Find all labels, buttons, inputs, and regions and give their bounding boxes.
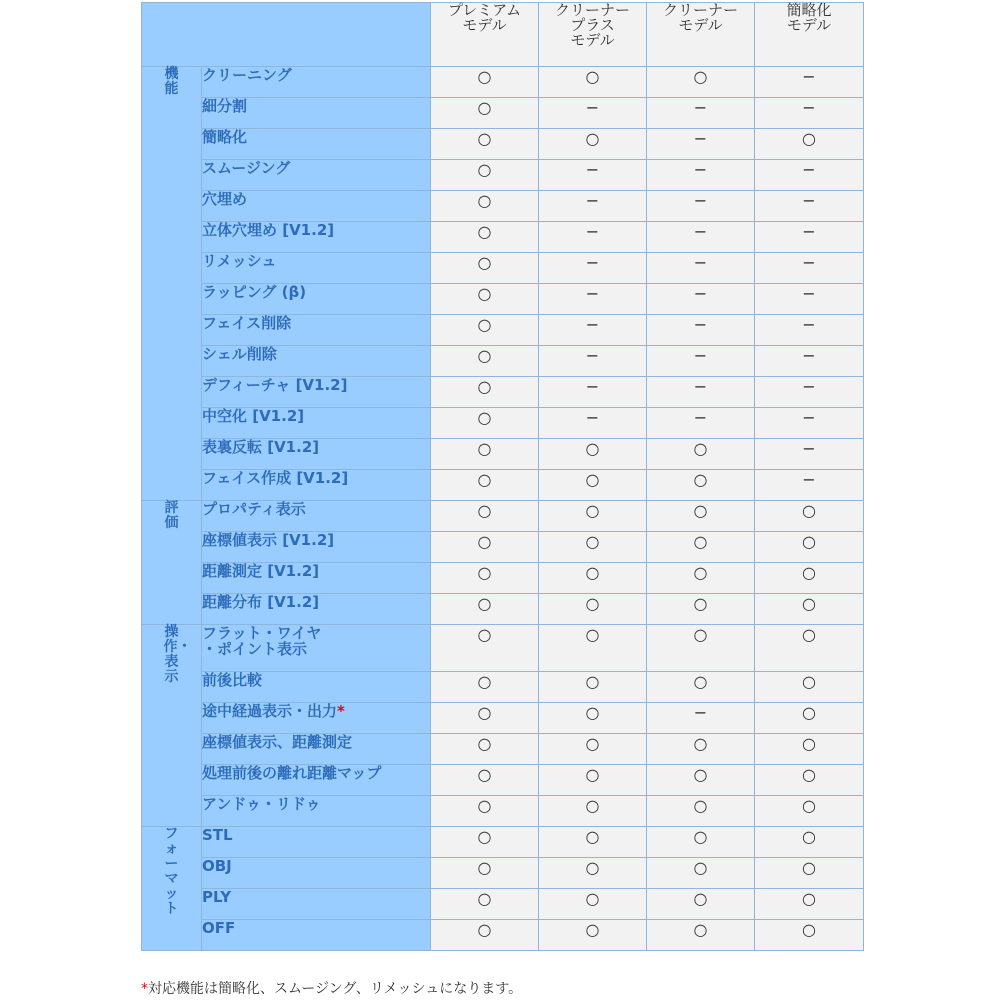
table-row: [142, 129, 864, 160]
table-row: [142, 734, 864, 765]
feature-cell: [202, 346, 431, 377]
feature-label: リメッシュ: [202, 252, 277, 270]
support-value-cell: ○: [647, 796, 755, 827]
support-value-cell: ○: [431, 439, 539, 470]
support-value-cell: −: [755, 98, 864, 129]
feature-label: PLY: [202, 888, 232, 906]
support-value-cell: −: [647, 315, 755, 346]
support-value-cell: ○: [431, 284, 539, 315]
support-value-cell: ○: [755, 765, 864, 796]
support-value-cell: −: [539, 284, 647, 315]
feature-cell: [202, 470, 431, 501]
model-header-cleaner-plus: クリーナー プラス モデル: [539, 3, 647, 67]
support-value-cell: ○: [431, 920, 539, 951]
feature-cell: [202, 920, 431, 951]
feature-cell: [202, 625, 431, 672]
support-value-cell: ○: [431, 191, 539, 222]
support-value-cell: −: [647, 377, 755, 408]
support-value-cell: −: [647, 284, 755, 315]
support-value-cell: ○: [431, 346, 539, 377]
support-value-cell: −: [755, 160, 864, 191]
feature-cell: [202, 439, 431, 470]
feature-label: デフィーチャ [V1.2]: [202, 376, 348, 394]
support-value-cell: ○: [539, 470, 647, 501]
table-row: [142, 222, 864, 253]
support-value-cell: ○: [431, 734, 539, 765]
header-row: [142, 3, 864, 67]
support-value-cell: −: [647, 346, 755, 377]
support-value-cell: ○: [647, 563, 755, 594]
support-value-cell: ○: [647, 765, 755, 796]
support-value-cell: ○: [755, 796, 864, 827]
feature-cell: [202, 703, 431, 734]
support-value-cell: ○: [539, 439, 647, 470]
feature-cell: [202, 284, 431, 315]
feature-cell: [202, 253, 431, 284]
feature-cell: [202, 765, 431, 796]
feature-cell: [202, 858, 431, 889]
support-value-cell: ○: [431, 765, 539, 796]
support-value-cell: ○: [755, 625, 864, 672]
support-value-cell: ○: [755, 129, 864, 160]
support-value-cell: ○: [539, 796, 647, 827]
support-value-cell: ○: [431, 501, 539, 532]
feature-label: 座標値表示 [V1.2]: [202, 531, 335, 549]
support-value-cell: ○: [755, 920, 864, 951]
model-header-cleaner: クリーナー モデル: [647, 3, 755, 67]
feature-cell: [202, 532, 431, 563]
support-value-cell: ○: [647, 439, 755, 470]
feature-label: 処理前後の離れ距離マップ: [202, 764, 382, 782]
feature-label: 座標値表示、距離測定: [202, 733, 353, 751]
support-value-cell: ○: [539, 672, 647, 703]
table-row: [142, 346, 864, 377]
feature-cell: [202, 734, 431, 765]
category-evaluation: [142, 501, 202, 625]
feature-cell: [202, 827, 431, 858]
support-value-cell: ○: [647, 594, 755, 625]
feature-cell: [202, 315, 431, 346]
feature-label: 途中経過表示・出力: [202, 702, 338, 720]
support-value-cell: ○: [431, 129, 539, 160]
support-value-cell: ○: [539, 563, 647, 594]
support-value-cell: ○: [431, 796, 539, 827]
support-value-cell: ○: [539, 594, 647, 625]
support-value-cell: ○: [431, 889, 539, 920]
feature-cell: [202, 98, 431, 129]
support-value-cell: ○: [539, 703, 647, 734]
feature-label: 立体穴埋め [V1.2]: [202, 221, 335, 239]
support-value-cell: −: [647, 98, 755, 129]
support-value-cell: ○: [539, 858, 647, 889]
category-function: [142, 67, 202, 501]
support-value-cell: ○: [647, 858, 755, 889]
support-value-cell: ○: [539, 532, 647, 563]
support-value-cell: −: [647, 129, 755, 160]
feature-cell: [202, 160, 431, 191]
model-header-simplified: 簡略化 モデル: [755, 3, 864, 67]
support-value-cell: ○: [647, 920, 755, 951]
feature-label: 穴埋め: [202, 190, 248, 208]
support-value-cell: ○: [431, 253, 539, 284]
support-value-cell: −: [755, 439, 864, 470]
support-value-cell: ○: [431, 532, 539, 563]
header-corner-cell: [142, 3, 431, 67]
support-value-cell: ○: [539, 129, 647, 160]
feature-label: 中空化 [V1.2]: [202, 407, 305, 425]
support-value-cell: −: [539, 346, 647, 377]
support-value-cell: ○: [539, 765, 647, 796]
support-value-cell: ○: [755, 501, 864, 532]
feature-label: OFF: [202, 919, 236, 937]
support-value-cell: −: [539, 315, 647, 346]
feature-label: 距離分布 [V1.2]: [202, 593, 320, 611]
feature-cell: [202, 672, 431, 703]
table-row: [142, 408, 864, 439]
support-value-cell: ○: [431, 625, 539, 672]
feature-label: フェイス作成 [V1.2]: [202, 469, 349, 487]
feature-cell: [202, 408, 431, 439]
support-value-cell: ○: [755, 827, 864, 858]
feature-label: スムージング: [202, 159, 291, 177]
support-value-cell: ○: [539, 67, 647, 98]
support-value-cell: −: [539, 98, 647, 129]
support-value-cell: −: [647, 703, 755, 734]
support-value-cell: ○: [431, 703, 539, 734]
support-value-cell: −: [755, 222, 864, 253]
table-row: [142, 625, 864, 672]
category-label: 操作・表示: [163, 624, 192, 685]
support-value-cell: ○: [539, 827, 647, 858]
model-header-premium: プレミアム モデル: [431, 3, 539, 67]
support-value-cell: −: [755, 191, 864, 222]
feature-cell: [202, 796, 431, 827]
category-format: [142, 827, 202, 951]
support-value-cell: −: [647, 160, 755, 191]
support-value-cell: −: [647, 408, 755, 439]
support-value-cell: −: [539, 191, 647, 222]
category-label: 機能: [164, 66, 179, 97]
feature-label: ラッピング (β): [202, 283, 307, 301]
feature-cell: [202, 222, 431, 253]
footnote-asterisk: *: [141, 981, 148, 997]
support-value-cell: ○: [431, 594, 539, 625]
footnote-reference-asterisk: *: [337, 702, 345, 720]
table-row: [142, 67, 864, 98]
support-value-cell: −: [755, 346, 864, 377]
support-value-cell: ○: [431, 222, 539, 253]
support-value-cell: ○: [755, 563, 864, 594]
table-row: [142, 439, 864, 470]
support-value-cell: ○: [647, 501, 755, 532]
support-value-cell: ○: [755, 532, 864, 563]
footnote-text: 対応機能は簡略化、スムージング、リメッシュになります。: [148, 981, 523, 997]
support-value-cell: ○: [431, 563, 539, 594]
feature-label: STL: [202, 826, 233, 844]
support-value-cell: −: [539, 253, 647, 284]
support-value-cell: −: [539, 222, 647, 253]
support-value-cell: ○: [647, 889, 755, 920]
table-row: [142, 501, 864, 532]
support-value-cell: ○: [647, 734, 755, 765]
feature-label: プロパティ表示: [202, 500, 306, 518]
support-value-cell: ○: [647, 67, 755, 98]
feature-cell: [202, 377, 431, 408]
support-value-cell: −: [647, 191, 755, 222]
support-value-cell: ○: [431, 315, 539, 346]
feature-label: フェイス削除: [202, 314, 292, 332]
feature-label: 表裏反転 [V1.2]: [202, 438, 320, 456]
table-row: [142, 672, 864, 703]
support-value-cell: ○: [431, 377, 539, 408]
support-value-cell: ○: [755, 703, 864, 734]
category-label: フォーマット: [164, 826, 179, 917]
table-row: [142, 594, 864, 625]
table-row: [142, 796, 864, 827]
feature-label: 簡略化: [202, 128, 248, 146]
feature-comparison-table: [141, 2, 864, 951]
table-row: [142, 470, 864, 501]
support-value-cell: ○: [539, 625, 647, 672]
support-value-cell: −: [539, 377, 647, 408]
support-value-cell: −: [647, 253, 755, 284]
support-value-cell: ○: [647, 470, 755, 501]
support-value-cell: −: [755, 67, 864, 98]
feature-label: 細分割: [202, 97, 248, 115]
support-value-cell: ○: [431, 827, 539, 858]
feature-cell: [202, 501, 431, 532]
support-value-cell: ○: [431, 160, 539, 191]
table-row: [142, 889, 864, 920]
footnote: [141, 978, 522, 998]
table-row: [142, 253, 864, 284]
support-value-cell: ○: [539, 734, 647, 765]
support-value-cell: ○: [755, 858, 864, 889]
feature-label: クリーニング: [202, 66, 292, 84]
feature-cell: [202, 563, 431, 594]
feature-cell: [202, 191, 431, 222]
support-value-cell: ○: [647, 672, 755, 703]
category-operation-display: [142, 625, 202, 827]
table-row: [142, 920, 864, 951]
support-value-cell: −: [755, 470, 864, 501]
support-value-cell: −: [539, 160, 647, 191]
table-row: [142, 377, 864, 408]
table-row: [142, 98, 864, 129]
support-value-cell: ○: [431, 98, 539, 129]
table-row: [142, 532, 864, 563]
support-value-cell: −: [755, 408, 864, 439]
feature-label: OBJ: [202, 857, 232, 875]
category-label: 評価: [164, 500, 179, 531]
table-row: [142, 563, 864, 594]
table-row: [142, 284, 864, 315]
support-value-cell: −: [755, 253, 864, 284]
table-row: [142, 827, 864, 858]
feature-cell: [202, 67, 431, 98]
table-row: [142, 703, 864, 734]
support-value-cell: ○: [431, 470, 539, 501]
support-value-cell: ○: [431, 672, 539, 703]
feature-label: アンドゥ・リドゥ: [202, 795, 321, 813]
support-value-cell: ○: [539, 920, 647, 951]
table-row: [142, 858, 864, 889]
support-value-cell: ○: [647, 532, 755, 563]
feature-cell: [202, 129, 431, 160]
table-body: [142, 67, 864, 951]
support-value-cell: ○: [539, 501, 647, 532]
table-row: [142, 191, 864, 222]
support-value-cell: ○: [755, 594, 864, 625]
feature-label: 距離測定 [V1.2]: [202, 562, 320, 580]
feature-cell: [202, 594, 431, 625]
support-value-cell: ○: [755, 734, 864, 765]
support-value-cell: −: [755, 284, 864, 315]
table-row: [142, 160, 864, 191]
support-value-cell: ○: [647, 827, 755, 858]
support-value-cell: ○: [755, 672, 864, 703]
support-value-cell: ○: [755, 889, 864, 920]
support-value-cell: ○: [431, 408, 539, 439]
feature-cell: [202, 889, 431, 920]
support-value-cell: ○: [647, 625, 755, 672]
table-row: [142, 315, 864, 346]
support-value-cell: ○: [539, 889, 647, 920]
support-value-cell: −: [755, 377, 864, 408]
support-value-cell: ○: [431, 67, 539, 98]
support-value-cell: ○: [431, 858, 539, 889]
feature-label: フラット・ワイヤ ・ポイント表示: [202, 624, 322, 658]
feature-label: 前後比較: [202, 671, 263, 689]
table-row: [142, 765, 864, 796]
support-value-cell: −: [647, 222, 755, 253]
feature-label: シェル削除: [202, 345, 277, 363]
support-value-cell: −: [539, 408, 647, 439]
support-value-cell: −: [755, 315, 864, 346]
